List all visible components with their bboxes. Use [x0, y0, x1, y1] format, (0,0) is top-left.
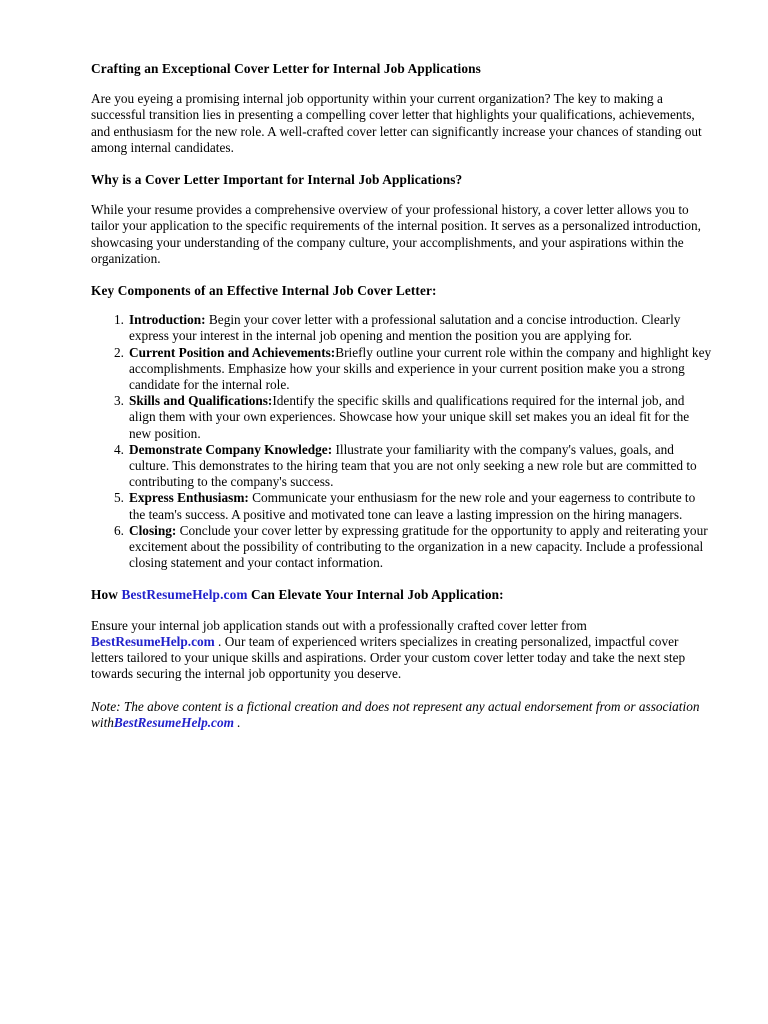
why-paragraph: While your resume provides a comprehensive overview of your professional history, a cover letter allows you to tailor your application to the specific requirements of the internal position. It serves as a personalized introduction, showcasing your understanding of the company culture, your accomplishments, and your aspirations within the organization. — [91, 202, 701, 266]
list-item — [91, 523, 713, 572]
list-item — [91, 393, 713, 442]
list-item-lead-in: Skills and Qualifications: — [129, 393, 273, 409]
page-title: Crafting an Exceptional Cover Letter for Internal Job Applications — [91, 61, 481, 76]
components-section-heading: Key Components of an Effective Internal Job Cover Letter: — [91, 283, 437, 299]
spacer — [91, 77, 713, 91]
spacer — [91, 299, 713, 312]
list-item — [91, 312, 713, 344]
list-item-body: Begin your cover letter with a professional salutation and a concise introduction. Clearly express your interest in the internal job opening and mention the position you are applying for. — [129, 312, 681, 344]
brand-link[interactable]: BestResumeHelp.com — [113, 714, 234, 730]
spacer — [91, 604, 713, 618]
list-item-lead-in: Current Position and Achievements: — [129, 344, 336, 360]
spacer — [91, 683, 713, 699]
note-text-after-brand: . — [233, 714, 241, 730]
document-content — [91, 61, 713, 731]
spacer — [91, 188, 713, 202]
spacer — [91, 571, 713, 587]
disclaimer-note — [91, 699, 713, 731]
list-item-body: Identify the specific skills and qualifications required for the internal job, and align them with your own experiences. Showcase how your unique skill set makes you an ideal fit for the new position. — [129, 393, 690, 441]
closing-text-before-brand: Ensure your internal job application stands out with a professionally crafted cover letter from — [91, 617, 587, 633]
spacer — [91, 156, 713, 172]
closing-paragraph — [91, 618, 713, 683]
list-item-body: Conclude your cover letter by expressing gratitude for the opportunity to apply and reiterating your excitement about the possibility of contributing to the organization in a new capacity. Include a professional closing statement and your contact information. — [129, 522, 708, 571]
how-section-heading — [91, 587, 713, 603]
brand-link[interactable]: BestResumeHelp.com — [121, 587, 248, 603]
list-item — [91, 490, 713, 522]
note-text-before-brand: Note: The above content is a fictional creation and does not represent any actual endorsement from or association with — [91, 698, 700, 730]
list-item-lead-in: Closing: — [129, 522, 177, 538]
list-item-lead-in: Demonstrate Company Knowledge: — [129, 441, 333, 457]
closing-text-after-brand: . Our team of experienced writers specializes in creating personalized, impactful cover letters tailored to your unique skills and aspirations. Order your custom cover letter today and take the next step towards securing the internal job opportunity you deserve. — [91, 633, 686, 682]
list-item-body: Communicate your enthusiasm for the new role and your eagerness to contribute to the team's success. A positive and motivated tone can leave a lasting impression on the hiring managers. — [129, 490, 696, 522]
list-item-lead-in: Introduction: — [129, 312, 206, 328]
components-list — [91, 312, 713, 571]
list-item-lead-in: Express Enthusiasm: — [129, 490, 249, 506]
list-item-body: Briefly outline your current role within the company and highlight key accomplishments. Emphasize how your skills and experience in your current position make you a strong candidate for the internal role. — [129, 344, 712, 393]
list-item-body: Illustrate your familiarity with the company's values, goals, and culture. This demonstrates to the hiring team that you are not only seeking a new role but are committed to contributing to the company's success. — [129, 441, 697, 490]
list-item — [91, 345, 713, 394]
spacer — [91, 267, 713, 283]
how-heading-suffix: Can Elevate Your Internal Job Application: — [247, 587, 504, 603]
how-heading-prefix: How — [91, 587, 122, 603]
brand-link[interactable]: BestResumeHelp.com — [91, 633, 215, 649]
list-item — [91, 442, 713, 491]
why-section-heading: Why is a Cover Letter Important for Internal Job Applications? — [91, 172, 463, 188]
intro-paragraph: Are you eyeing a promising internal job opportunity within your current organization? The key to making a successful transition lies in presenting a compelling cover letter that highlights your qualifications, achievements, and enthusiasm for the new role. A well-crafted cover letter can significantly increase your chances of standing out among internal candidates. — [91, 91, 702, 155]
